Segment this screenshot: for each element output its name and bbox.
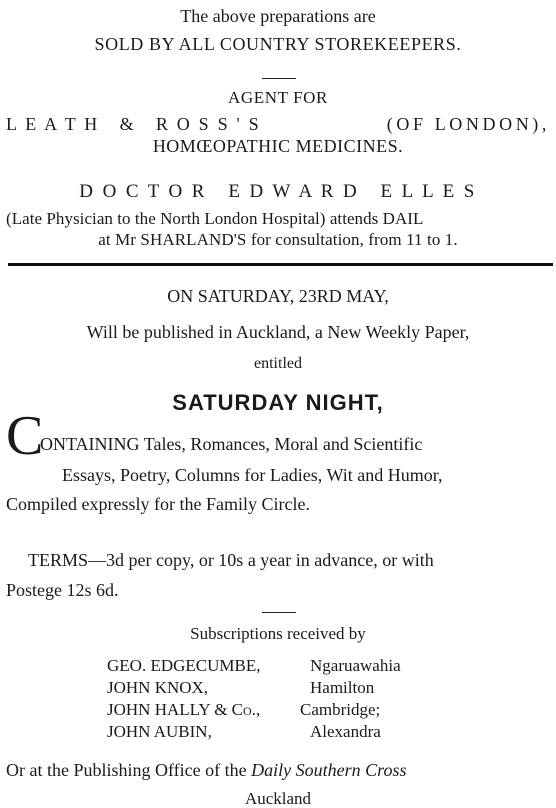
- section-divider: [8, 263, 553, 266]
- leath-ross-name: L E A T H & R O S S ' S: [6, 114, 261, 134]
- preparations-line: The above preparations are: [180, 6, 376, 26]
- containing-line-2: Essays, Poetry, Columns for Ladies, Wit and Humor,: [62, 465, 443, 485]
- agent-place-3: Cambridge;: [300, 700, 381, 719]
- of-london: (OF LONDON),: [386, 114, 550, 134]
- agent-place-1: Ngaruawahia: [310, 656, 401, 675]
- divider-1: [262, 78, 296, 79]
- agent-name-2: JOHN KNOX,: [107, 678, 209, 697]
- date-line: ON SATURDAY, 23RD MAY,: [167, 286, 389, 306]
- publishing-office-text: Or at the Publishing Office of the: [6, 760, 247, 780]
- agent-for-line: AGENT FOR: [227, 88, 328, 107]
- divider-2: [262, 612, 296, 613]
- subscriptions-heading: Subscriptions received by: [190, 624, 366, 643]
- agent-place-4: Alexandra: [310, 722, 381, 741]
- containing-line-1: ONTAINING Tales, Romances, Moral and Scientific: [40, 434, 423, 454]
- agent-name-3: JOHN HALLY & Co.,: [107, 700, 261, 719]
- terms-line-1: TERMS—3d per copy, or 10s a year in advance, or with: [28, 550, 434, 570]
- leath-ross-line: [6, 115, 556, 133]
- entitled-line: entitled: [254, 355, 302, 372]
- sold-by-line: SOLD BY ALL COUNTRY STOREKEEPERS.: [94, 34, 462, 54]
- doctor-line-3: at Mr SHARLAND'S for consultation, from 11 to 1.: [98, 230, 458, 249]
- newspaper-name: Daily Southern Cross: [251, 760, 407, 780]
- agent-place-2: Hamilton: [310, 678, 375, 697]
- containing-line-3: Compiled expressly for the Family Circle.: [6, 494, 310, 514]
- doctor-line-2: (Late Physician to the North London Hospital) attends DAIL: [6, 209, 424, 228]
- publishing-office-line: [6, 761, 556, 779]
- agent-name-1: GEO. EDGECUMBE,: [107, 656, 261, 675]
- homoeopathic-line: HOMŒOPATHIC MEDICINES.: [152, 136, 404, 156]
- doctor-name: D O C T O R E D W A R D E L L E S: [79, 181, 477, 202]
- auckland-line: Auckland: [244, 789, 312, 808]
- paper-title: SATURDAY NIGHT,: [172, 390, 384, 415]
- terms-line-2: Postege 12s 6d.: [6, 580, 119, 600]
- agent-name-4: JOHN AUBIN,: [107, 722, 212, 741]
- published-line: Will be published in Auckland, a New Weekly Paper,: [86, 322, 470, 342]
- drop-cap: C: [6, 405, 44, 467]
